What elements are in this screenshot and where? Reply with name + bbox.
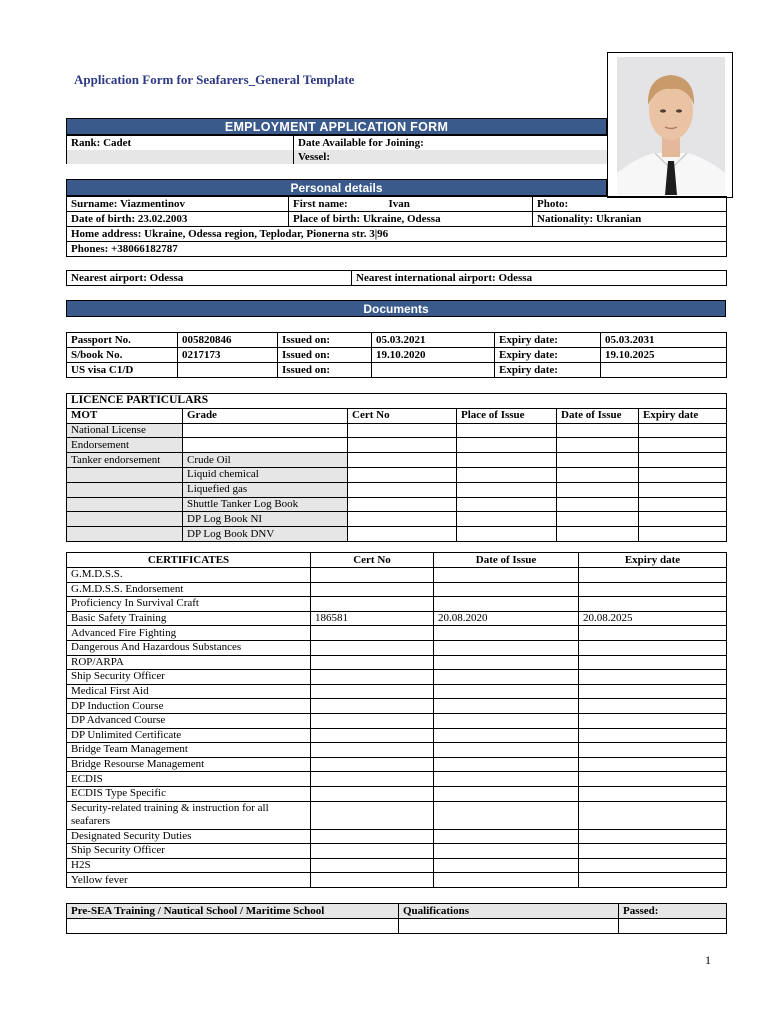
employment-form-title: EMPLOYMENT APPLICATION FORM xyxy=(66,118,607,135)
certificate-date-of-issue[interactable] xyxy=(434,582,579,597)
first-name-value: Ivan xyxy=(388,197,410,210)
certificate-name: G.M.D.S.S. xyxy=(67,568,311,583)
certificate-expiry-date[interactable] xyxy=(579,858,727,873)
licence-date-of-issue[interactable] xyxy=(557,423,639,438)
licence-place-of-issue[interactable] xyxy=(457,527,557,542)
training-school-cell[interactable] xyxy=(67,919,399,934)
personal-details-table xyxy=(66,196,727,257)
certificate-expiry-date[interactable] xyxy=(579,801,727,829)
licence-row xyxy=(67,527,727,542)
documents-title: Documents xyxy=(66,300,726,317)
licence-expiry-date[interactable] xyxy=(639,497,727,512)
us-visa-issued-label: Issued on: xyxy=(278,363,372,378)
us-visa-number[interactable] xyxy=(178,363,278,378)
certificate-cert-no[interactable] xyxy=(311,670,434,685)
seamans-book-expiry-label: Expiry date: xyxy=(495,348,601,363)
certificate-date-of-issue[interactable] xyxy=(434,829,579,844)
place-of-birth-field[interactable]: Place of birth: Ukraine, Odessa xyxy=(289,212,533,227)
licence-date-of-issue[interactable] xyxy=(557,527,639,542)
certificate-row xyxy=(67,670,727,685)
licence-header-cert-no: Cert No xyxy=(348,408,457,423)
training-qualifications-cell[interactable] xyxy=(399,919,619,934)
certificate-date-of-issue[interactable] xyxy=(434,699,579,714)
certificate-date-of-issue[interactable] xyxy=(434,597,579,612)
certificate-expiry-date[interactable] xyxy=(579,597,727,612)
certificate-expiry-date[interactable] xyxy=(579,582,727,597)
certificate-name-line1: Security-related training & instruction for all xyxy=(71,802,269,814)
certificate-expiry-date[interactable] xyxy=(579,670,727,685)
certificates-header-name: CERTIFICATES xyxy=(67,553,311,568)
licence-place-of-issue[interactable] xyxy=(457,453,557,468)
certificate-date-of-issue[interactable] xyxy=(434,568,579,583)
licence-mot xyxy=(67,482,183,497)
certificate-row xyxy=(67,786,727,801)
certificate-cert-no[interactable] xyxy=(311,597,434,612)
rank-field[interactable]: Rank: Cadet xyxy=(67,136,294,151)
certificate-name: ECDIS xyxy=(67,772,311,787)
us-visa-issued-date[interactable] xyxy=(372,363,495,378)
training-header-school: Pre-SEA Training / Nautical School / Maritime School xyxy=(67,904,399,919)
licence-date-of-issue[interactable] xyxy=(557,453,639,468)
certificate-expiry-date[interactable] xyxy=(579,568,727,583)
certificate-cert-no[interactable] xyxy=(311,713,434,728)
licence-date-of-issue[interactable] xyxy=(557,482,639,497)
certificate-name: Basic Safety Training xyxy=(67,611,311,626)
certificate-cert-no[interactable] xyxy=(311,873,434,888)
passport-expiry-label: Expiry date: xyxy=(495,333,601,348)
certificate-name: ECDIS Type Specific xyxy=(67,786,311,801)
certificate-date-of-issue[interactable] xyxy=(434,757,579,772)
certificate-date-of-issue[interactable] xyxy=(434,626,579,641)
certificate-date-of-issue[interactable] xyxy=(434,670,579,685)
licence-row xyxy=(67,482,727,497)
certificate-expiry-date[interactable] xyxy=(579,626,727,641)
certificate-date-of-issue[interactable] xyxy=(434,640,579,655)
passport-issued-label: Issued on: xyxy=(278,333,372,348)
licence-grade[interactable]: DP Log Book NI xyxy=(183,512,348,527)
certificate-name: ROP/ARPA xyxy=(67,655,311,670)
certificate-date-of-issue[interactable] xyxy=(434,858,579,873)
certificates-header-expiry-date: Expiry date xyxy=(579,553,727,568)
seamans-book-expiry-date[interactable]: 19.10.2025 xyxy=(601,348,727,363)
seamans-book-number[interactable]: 0217173 xyxy=(178,348,278,363)
certificate-row xyxy=(67,655,727,670)
certificate-name: H2S xyxy=(67,858,311,873)
certificate-cert-no[interactable] xyxy=(311,640,434,655)
certificate-row xyxy=(67,858,727,873)
certificate-row xyxy=(67,582,727,597)
licence-mot: Tanker endorsement xyxy=(67,453,183,468)
licence-grade[interactable]: Shuttle Tanker Log Book xyxy=(183,497,348,512)
certificate-date-of-issue[interactable] xyxy=(434,684,579,699)
licence-section-title: LICENCE PARTICULARS xyxy=(67,394,727,409)
certificates-header-cert-no: Cert No xyxy=(311,553,434,568)
licence-header-mot: MOT xyxy=(67,408,183,423)
vessel-field[interactable]: Vessel: xyxy=(294,150,608,164)
certificate-name: Advanced Fire Fighting xyxy=(67,626,311,641)
certificate-row xyxy=(67,829,727,844)
certificate-row xyxy=(67,568,727,583)
certificate-date-of-issue[interactable] xyxy=(434,873,579,888)
certificate-expiry-date[interactable] xyxy=(579,728,727,743)
certificate-name: Proficiency In Survival Craft xyxy=(67,597,311,612)
licence-header-place-of-issue: Place of Issue xyxy=(457,408,557,423)
certificate-expiry-date[interactable] xyxy=(579,655,727,670)
certificate-name: DP Advanced Course xyxy=(67,713,311,728)
certificate-row xyxy=(67,743,727,758)
certificate-name: Medical First Aid xyxy=(67,684,311,699)
certificate-row xyxy=(67,728,727,743)
airports-table xyxy=(66,270,727,286)
certificate-expiry-date[interactable] xyxy=(579,829,727,844)
certificate-name: DP Unlimited Certificate xyxy=(67,728,311,743)
certificate-name: Dangerous And Hazardous Substances xyxy=(67,640,311,655)
certificate-cert-no[interactable] xyxy=(311,699,434,714)
seamans-book-issued-label: Issued on: xyxy=(278,348,372,363)
document-title: Application Form for Seafarers_General Template xyxy=(74,72,355,87)
licence-header-date-of-issue: Date of Issue xyxy=(557,408,639,423)
applicant-photo xyxy=(607,52,733,198)
licence-cert-no[interactable] xyxy=(348,527,457,542)
certificate-name: DP Induction Course xyxy=(67,699,311,714)
licence-mot xyxy=(67,497,183,512)
seamans-book-issued-date[interactable]: 19.10.2020 xyxy=(372,348,495,363)
licence-place-of-issue[interactable] xyxy=(457,497,557,512)
seamans-book-label: S/book No. xyxy=(67,348,178,363)
licence-row xyxy=(67,438,727,453)
licence-mot xyxy=(67,527,183,542)
licence-expiry-date[interactable] xyxy=(639,482,727,497)
licence-grade[interactable]: DP Log Book DNV xyxy=(183,527,348,542)
licence-cert-no[interactable] xyxy=(348,497,457,512)
nearest-international-airport-field[interactable]: Nearest international airport: Odessa xyxy=(352,271,727,286)
us-visa-expiry-date[interactable] xyxy=(601,363,727,378)
certificate-name: Designated Security Duties xyxy=(67,829,311,844)
surname-field[interactable]: Surname: Viazmentinov xyxy=(67,197,289,212)
training-table xyxy=(66,903,727,934)
certificate-cert-no[interactable] xyxy=(311,582,434,597)
certificate-name: Ship Security Officer xyxy=(67,670,311,685)
certificate-row xyxy=(67,699,727,714)
licence-place-of-issue[interactable] xyxy=(457,423,557,438)
first-name-field[interactable] xyxy=(289,197,533,212)
documents-table xyxy=(66,332,727,378)
certificates-body xyxy=(67,568,727,888)
phones-field[interactable]: Phones: +38066182787 xyxy=(67,242,727,257)
certificate-cert-no[interactable] xyxy=(311,844,434,859)
licence-cert-no[interactable] xyxy=(348,438,457,453)
passport-label: Passport No. xyxy=(67,333,178,348)
licence-place-of-issue[interactable] xyxy=(457,438,557,453)
licence-grade[interactable]: Crude Oil xyxy=(183,453,348,468)
certificate-row xyxy=(67,757,727,772)
certificate-row xyxy=(67,640,727,655)
certificate-date-of-issue[interactable] xyxy=(434,801,579,829)
certificate-row xyxy=(67,626,727,641)
certificate-cert-no[interactable] xyxy=(311,655,434,670)
licence-place-of-issue[interactable] xyxy=(457,467,557,482)
certificate-expiry-date[interactable] xyxy=(579,844,727,859)
us-visa-label: US visa C1/D xyxy=(67,363,178,378)
certificate-cert-no[interactable] xyxy=(311,801,434,829)
licence-expiry-date[interactable] xyxy=(639,423,727,438)
licence-cert-no[interactable] xyxy=(348,482,457,497)
licence-grade[interactable] xyxy=(183,438,348,453)
licence-grade[interactable]: Liquid chemical xyxy=(183,467,348,482)
date-available-field[interactable]: Date Available for Joining: xyxy=(294,136,608,151)
training-passed-cell[interactable] xyxy=(619,919,727,934)
certificate-expiry-date[interactable]: 20.08.2025 xyxy=(579,611,727,626)
portrait-photo-icon xyxy=(617,57,725,195)
passport-expiry-date[interactable]: 05.03.2031 xyxy=(601,333,727,348)
certificate-date-of-issue[interactable] xyxy=(434,728,579,743)
personal-details-title: Personal details xyxy=(66,179,607,196)
licence-mot xyxy=(67,512,183,527)
licence-date-of-issue[interactable] xyxy=(557,512,639,527)
certificate-row xyxy=(67,844,727,859)
certificate-name: Bridge Resourse Management xyxy=(67,757,311,772)
certificate-expiry-date[interactable] xyxy=(579,713,727,728)
certificate-row xyxy=(67,873,727,888)
licence-row xyxy=(67,453,727,468)
licence-cert-no[interactable] xyxy=(348,423,457,438)
certificate-cert-no[interactable] xyxy=(311,743,434,758)
licence-header-grade: Grade xyxy=(183,408,348,423)
certificate-cert-no[interactable] xyxy=(311,684,434,699)
certificates-header-date-of-issue: Date of Issue xyxy=(434,553,579,568)
licence-mot: Endorsement xyxy=(67,438,183,453)
certificate-date-of-issue[interactable] xyxy=(434,844,579,859)
certificate-name: Bridge Team Management xyxy=(67,743,311,758)
certificate-cert-no[interactable] xyxy=(311,858,434,873)
licence-header-expiry-date: Expiry date xyxy=(639,408,727,423)
certificate-row xyxy=(67,772,727,787)
certificate-name-line2: seafarers xyxy=(71,815,111,827)
certificate-cert-no[interactable] xyxy=(311,829,434,844)
certificate-cert-no[interactable] xyxy=(311,568,434,583)
certificate-date-of-issue[interactable]: 20.08.2020 xyxy=(434,611,579,626)
certificate-expiry-date[interactable] xyxy=(579,786,727,801)
licence-date-of-issue[interactable] xyxy=(557,467,639,482)
page-number: 1 xyxy=(705,953,711,967)
passport-issued-date[interactable]: 05.03.2021 xyxy=(372,333,495,348)
licence-row xyxy=(67,497,727,512)
certificate-cert-no[interactable] xyxy=(311,772,434,787)
nearest-airport-field[interactable]: Nearest airport: Odessa xyxy=(67,271,352,286)
licence-expiry-date[interactable] xyxy=(639,438,727,453)
nationality-field[interactable]: Nationality: Ukranian xyxy=(533,212,727,227)
licence-place-of-issue[interactable] xyxy=(457,482,557,497)
licence-mot: National License xyxy=(67,423,183,438)
certificate-name: Ship Security Officer xyxy=(67,844,311,859)
licence-date-of-issue[interactable] xyxy=(557,497,639,512)
certificate-cert-no[interactable] xyxy=(311,626,434,641)
training-header-qualifications: Qualifications xyxy=(399,904,619,919)
certificate-row xyxy=(67,801,727,829)
certificate-name xyxy=(67,801,311,829)
licence-expiry-date[interactable] xyxy=(639,527,727,542)
licence-expiry-date[interactable] xyxy=(639,467,727,482)
certificate-cert-no[interactable] xyxy=(311,728,434,743)
certificate-date-of-issue[interactable] xyxy=(434,655,579,670)
training-header-passed: Passed: xyxy=(619,904,727,919)
licence-date-of-issue[interactable] xyxy=(557,438,639,453)
licence-cert-no[interactable] xyxy=(348,453,457,468)
licence-row xyxy=(67,423,727,438)
certificate-date-of-issue[interactable] xyxy=(434,713,579,728)
licence-mot xyxy=(67,467,183,482)
licence-cert-no[interactable] xyxy=(348,467,457,482)
licence-row xyxy=(67,467,727,482)
licence-expiry-date[interactable] xyxy=(639,453,727,468)
certificates-table xyxy=(66,552,727,888)
certificate-cert-no[interactable] xyxy=(311,757,434,772)
certificate-expiry-date[interactable] xyxy=(579,757,727,772)
certificate-cert-no[interactable]: 186581 xyxy=(311,611,434,626)
certificate-date-of-issue[interactable] xyxy=(434,743,579,758)
certificate-row xyxy=(67,684,727,699)
licence-place-of-issue[interactable] xyxy=(457,512,557,527)
certificate-cert-no[interactable] xyxy=(311,786,434,801)
employment-header-table xyxy=(66,135,608,164)
home-address-field[interactable]: Home address: Ukraine, Odessa region, Teplodar, Pionerna str. 3|96 xyxy=(67,227,727,242)
photo-label: Photo: xyxy=(533,197,727,212)
empty-cell xyxy=(67,150,294,164)
licence-row xyxy=(67,512,727,527)
date-of-birth-field[interactable]: Date of birth: 23.02.2003 xyxy=(67,212,289,227)
licence-expiry-date[interactable] xyxy=(639,512,727,527)
licence-grade[interactable] xyxy=(183,423,348,438)
us-visa-expiry-label: Expiry date: xyxy=(495,363,601,378)
certificate-date-of-issue[interactable] xyxy=(434,772,579,787)
certificate-expiry-date[interactable] xyxy=(579,743,727,758)
licence-table xyxy=(66,393,727,542)
certificate-expiry-date[interactable] xyxy=(579,640,727,655)
certificate-row xyxy=(67,597,727,612)
certificate-expiry-date[interactable] xyxy=(579,873,727,888)
passport-number[interactable]: 005820846 xyxy=(178,333,278,348)
certificate-row xyxy=(67,713,727,728)
certificate-name: G.M.D.S.S. Endorsement xyxy=(67,582,311,597)
certificate-expiry-date[interactable] xyxy=(579,684,727,699)
certificate-expiry-date[interactable] xyxy=(579,772,727,787)
licence-grade[interactable]: Liquefied gas xyxy=(183,482,348,497)
licence-cert-no[interactable] xyxy=(348,512,457,527)
certificate-name: Yellow fever xyxy=(67,873,311,888)
certificate-row xyxy=(67,611,727,626)
certificate-expiry-date[interactable] xyxy=(579,699,727,714)
first-name-label: First name: xyxy=(293,197,348,210)
certificate-date-of-issue[interactable] xyxy=(434,786,579,801)
